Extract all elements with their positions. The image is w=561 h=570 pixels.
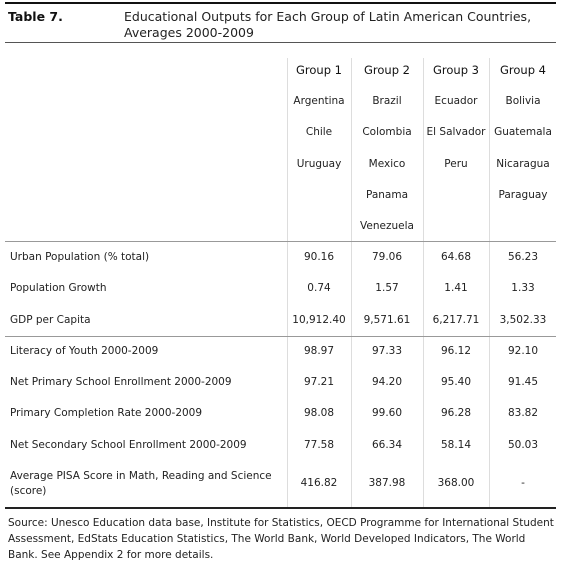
row-label: Urban Population (% total): [10, 251, 150, 263]
table-cell: 368.00: [437, 477, 475, 489]
row-label: Net Secondary School Enrollment 2000-2009: [10, 439, 247, 451]
table-cell: 387.98: [368, 477, 406, 489]
country-name: Venezuela: [360, 220, 414, 232]
country-name: Mexico: [368, 158, 406, 170]
table-cell: 98.08: [303, 407, 335, 419]
table-cell: 97.33: [371, 345, 403, 357]
table-cell: 416.82: [300, 477, 338, 489]
table-cell: 77.58: [303, 439, 335, 451]
table-cell: 95.40: [440, 376, 472, 388]
row-label: Average PISA Score in Math, Reading and Science (score): [10, 470, 272, 497]
row-divider: [5, 336, 556, 337]
country-name: Panama: [365, 189, 409, 201]
table-cell: 0.74: [307, 282, 331, 294]
table-cell: 3,502.33: [499, 314, 547, 326]
country-name: Argentina: [293, 95, 345, 107]
country-name: Peru: [444, 158, 468, 170]
table-cell: 10,912.40: [292, 314, 346, 326]
table-cell: 1.57: [375, 282, 399, 294]
row-label: Population Growth: [10, 282, 107, 294]
table-title: Educational Outputs for Each Group of Latin American Countries, Averages 2000-2009: [124, 9, 532, 40]
table-cell: 6,217.71: [432, 314, 480, 326]
country-name: Nicaragua: [496, 158, 550, 170]
country-name: Bolivia: [505, 95, 541, 107]
country-name: Chile: [305, 126, 333, 138]
table-cell: 99.60: [371, 407, 403, 419]
country-name: Guatemala: [494, 126, 552, 138]
table-cell: 9,571.61: [363, 314, 411, 326]
table-cell: 50.03: [507, 439, 539, 451]
row-label: Literacy of Youth 2000-2009: [10, 345, 159, 357]
table-number: Table 7.: [8, 9, 63, 24]
table-cell: 97.21: [303, 376, 335, 388]
table-cell: 98.97: [303, 345, 335, 357]
table-cell: 1.41: [444, 282, 468, 294]
table-cell: 83.82: [507, 407, 539, 419]
source-note: Source: Unesco Education data base, Institute for Statistics, OECD Programme for International Student Assessment, EdStats Education Statistics, The World Bank, World Developed Indicators, The World Bank. See Appendix 2 for more details.: [8, 517, 554, 561]
table-cell: 64.68: [440, 251, 472, 263]
group-4-header: Group 4: [500, 63, 546, 77]
table-cell: 92.10: [507, 345, 539, 357]
bottom-rule: [5, 507, 556, 509]
table-cell: 1.33: [511, 282, 535, 294]
table-cell: 96.28: [440, 407, 472, 419]
table-cell: 79.06: [371, 251, 403, 263]
table-cell: 66.34: [371, 439, 403, 451]
country-name: Brazil: [372, 95, 402, 107]
country-name: Ecuador: [434, 95, 478, 107]
table-cell: -: [521, 477, 525, 489]
table-cell: 94.20: [371, 376, 403, 388]
table-cell: 58.14: [440, 439, 472, 451]
row-divider: [5, 241, 556, 242]
table-cell: 91.45: [507, 376, 539, 388]
group-2-header: Group 2: [364, 63, 410, 77]
row-label: Net Primary School Enrollment 2000-2009: [10, 376, 232, 388]
country-name: Uruguay: [296, 158, 342, 170]
table-cell: 96.12: [440, 345, 472, 357]
table-cell: 90.16: [303, 251, 335, 263]
table-cell: 56.23: [507, 251, 539, 263]
group-1-header: Group 1: [296, 63, 342, 77]
group-3-header: Group 3: [433, 63, 479, 77]
country-name: El Salvador: [426, 126, 486, 138]
country-name: Colombia: [362, 126, 412, 138]
row-label: GDP per Capita: [10, 314, 91, 326]
country-name: Paraguay: [498, 189, 548, 201]
row-label: Primary Completion Rate 2000-2009: [10, 407, 203, 419]
